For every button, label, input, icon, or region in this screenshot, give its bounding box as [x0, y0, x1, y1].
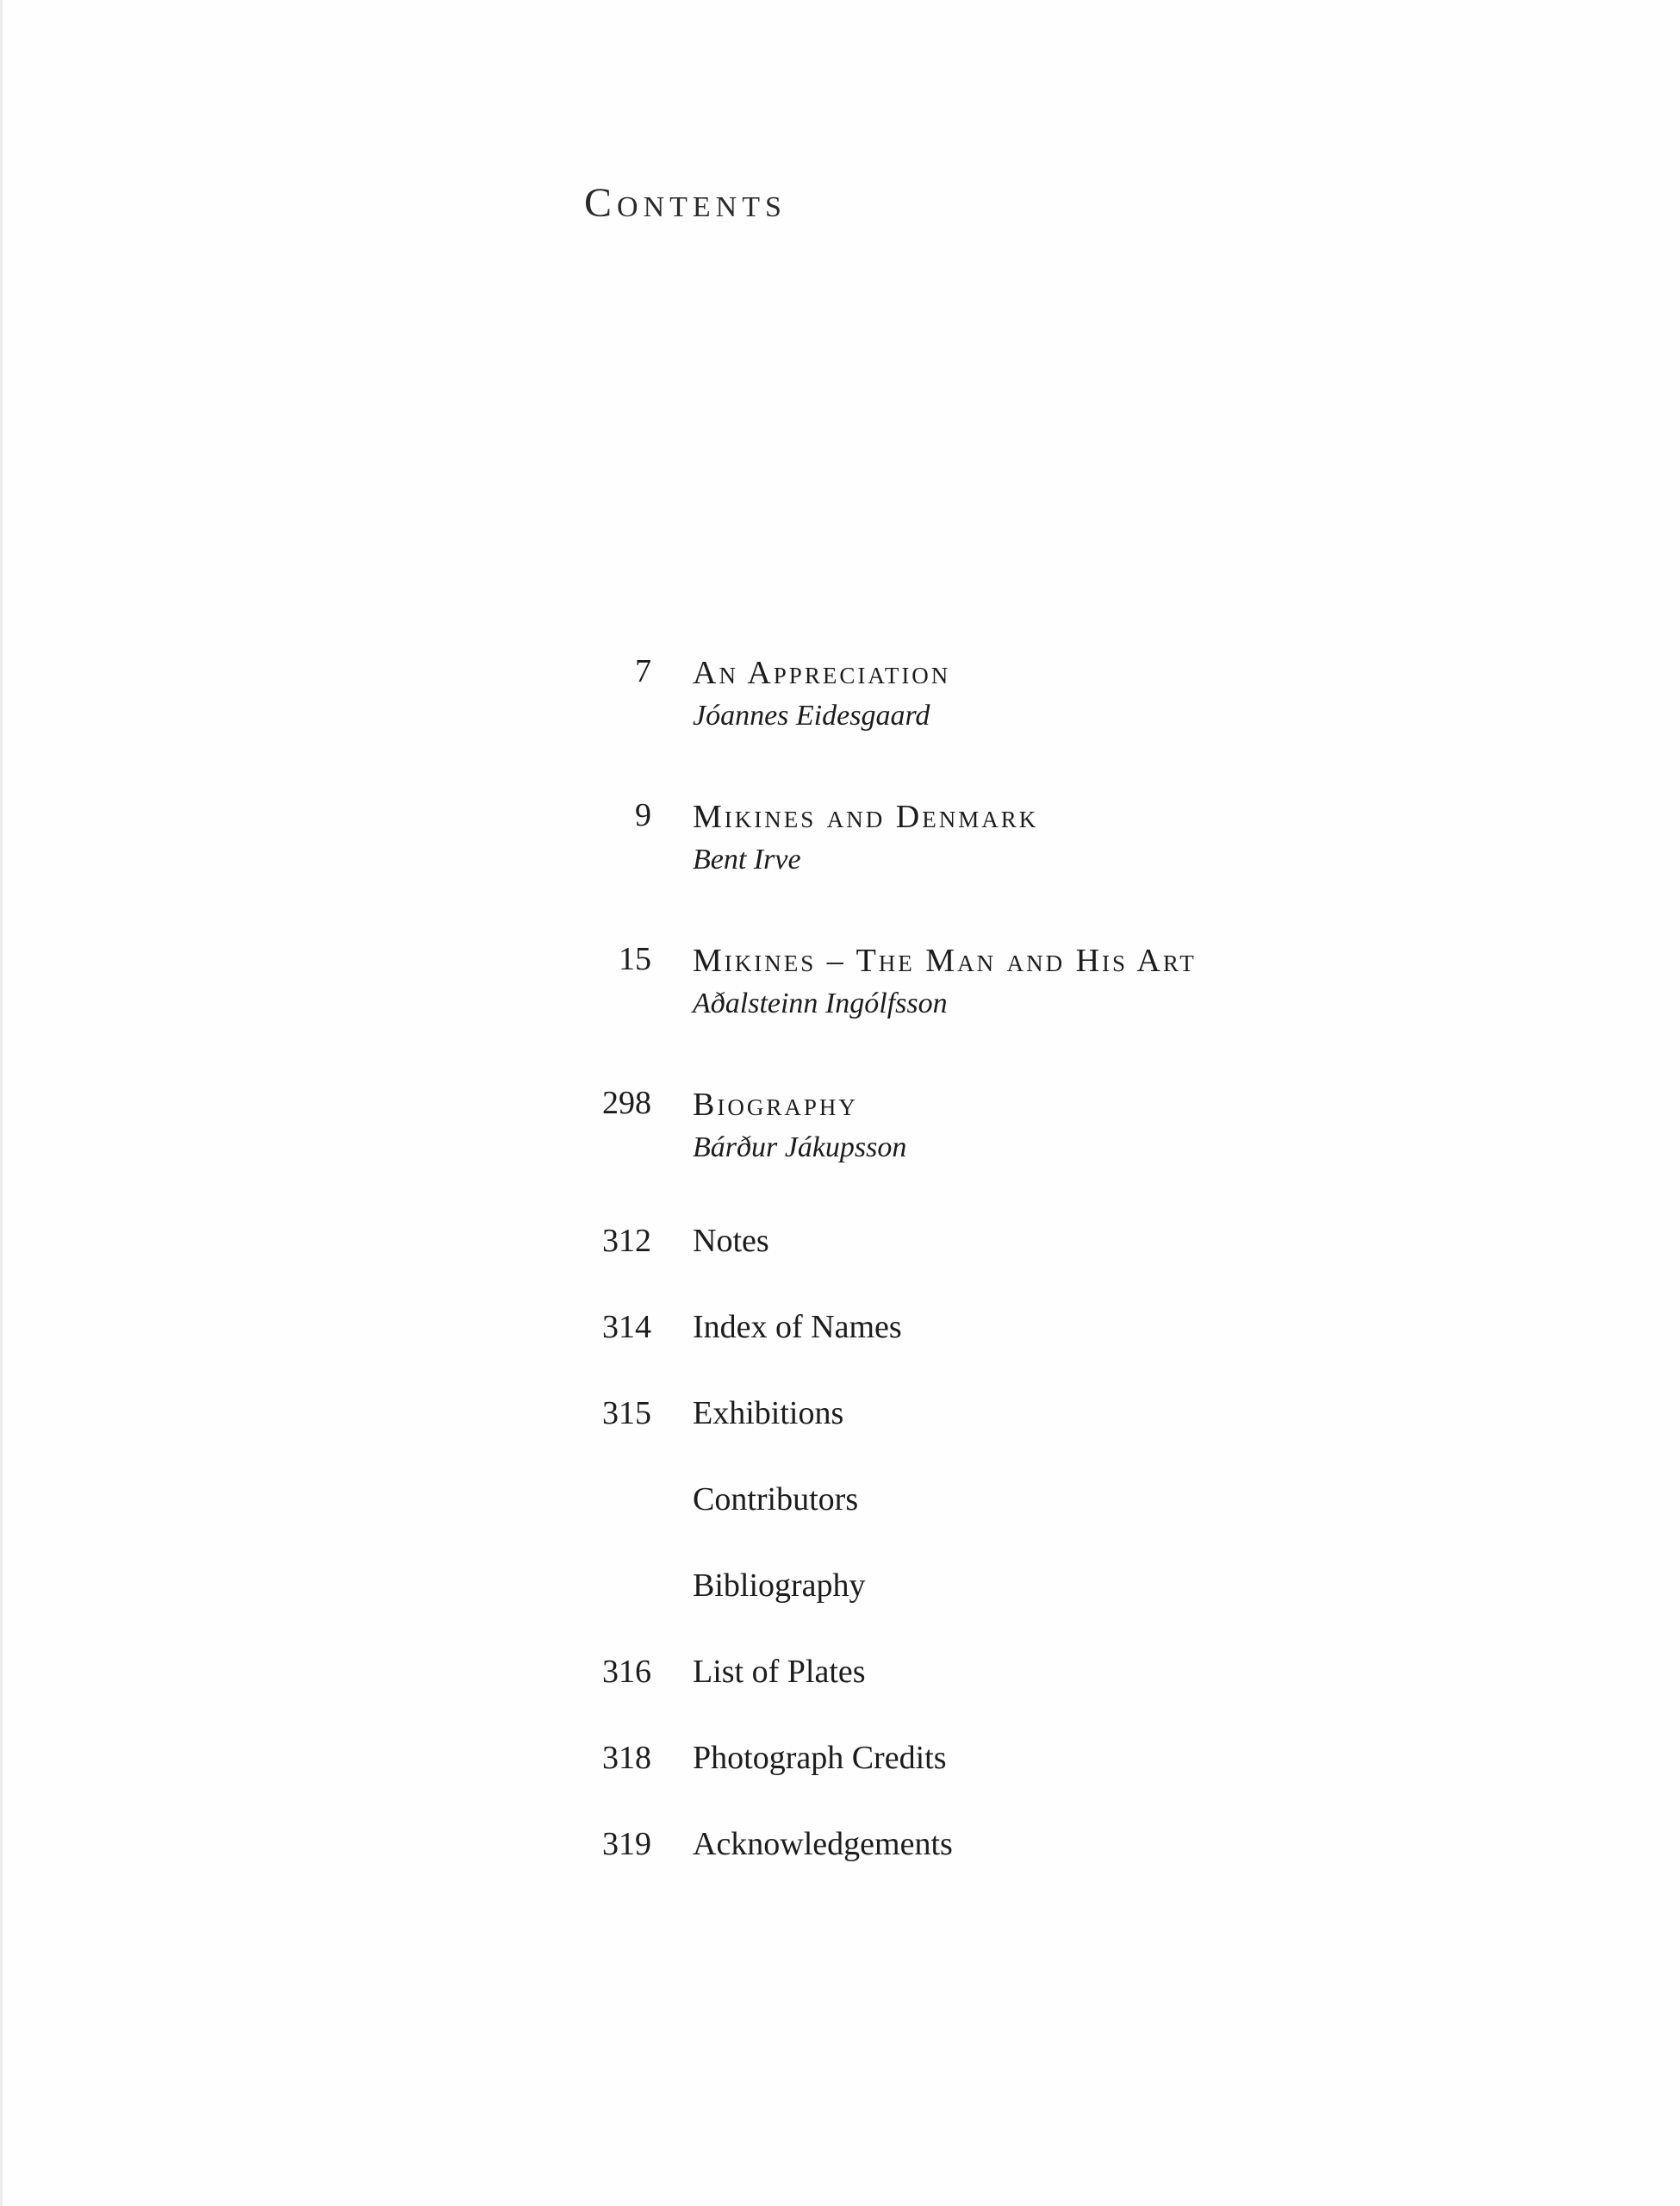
- toc-entry-title: Photograph Credits: [693, 1740, 947, 1776]
- toc-entry-author: Jóannes Eidesgaard: [693, 700, 930, 732]
- toc-list: [569, 0, 1430, 2206]
- toc-page-number: 298: [602, 1085, 651, 1121]
- toc-entry-title: Exhibitions: [693, 1395, 844, 1431]
- toc-entry-author: Aðalsteinn Ingólfsson: [693, 988, 948, 1019]
- toc-entry-title: Mikines and Denmark: [693, 799, 1039, 835]
- toc-entry-title: Biography: [693, 1087, 858, 1123]
- toc-page-number: 9: [635, 797, 651, 833]
- toc-entry-title: Mikines – The Man and His Art: [693, 943, 1197, 979]
- toc-entry-title: An Appreciation: [693, 655, 951, 691]
- toc-page-number: 314: [602, 1309, 651, 1345]
- toc-page-number: 318: [602, 1740, 651, 1776]
- toc-entry-title: Index of Names: [693, 1309, 902, 1345]
- toc-entry-title: Contributors: [693, 1481, 859, 1517]
- toc-entry-title: List of Plates: [693, 1654, 866, 1690]
- toc-entry-author: Bárður Jákupsson: [693, 1131, 907, 1163]
- toc-entry-title: Notes: [693, 1223, 769, 1259]
- toc-page-number: 319: [602, 1826, 651, 1862]
- page-edge: [0, 0, 3, 2206]
- toc-entry-author: Bent Irve: [693, 844, 801, 876]
- toc-page-number: 7: [635, 653, 651, 689]
- page-title: Contents: [584, 180, 787, 226]
- toc-page-number: 312: [602, 1223, 651, 1259]
- toc-page-number: 315: [602, 1395, 651, 1431]
- toc-entry-title: Acknowledgements: [693, 1826, 953, 1862]
- toc-page-number: 316: [602, 1654, 651, 1690]
- toc-page-number: 15: [619, 941, 651, 977]
- toc-entry-title: Bibliography: [693, 1567, 866, 1604]
